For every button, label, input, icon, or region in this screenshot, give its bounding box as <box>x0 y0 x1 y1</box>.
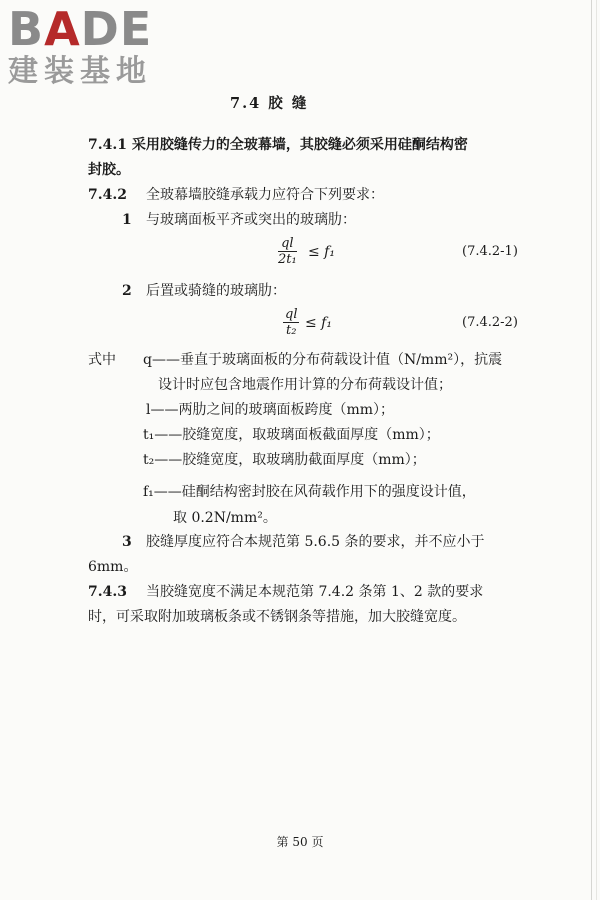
formula-1-fraction <box>278 236 297 267</box>
item-3-number: 3 <box>122 534 132 550</box>
watermark-logo <box>8 2 178 98</box>
page-edge <box>596 0 597 900</box>
formula-1-relation: ≤ f₁ <box>308 244 335 260</box>
item-1-text: 与玻璃面板平齐或突出的玻璃肋： <box>146 212 356 228</box>
page-edge <box>591 0 592 900</box>
formula-2-numerator: ql <box>285 307 298 322</box>
definition-l: l——两肋之间的玻璃面板跨度（mm）； <box>146 402 395 418</box>
formula-2-fraction <box>283 307 299 338</box>
formula-1-label: (7.4.2-1) <box>462 244 518 259</box>
where-label: 式中 <box>88 352 116 368</box>
clause-7-4-2-text: 全玻幕墙胶缝承载力应符合下列要求： <box>146 187 384 203</box>
definition-q-line1: q——垂直于玻璃面板的分布荷载设计值（N/mm²），抗震 <box>143 352 503 368</box>
clause-7-4-3-number: 7.4.3 <box>88 584 127 600</box>
logo-wordmark: BADE <box>8 2 153 56</box>
item-1-number: 1 <box>122 212 132 228</box>
section-title: 7.4 胶 缝 <box>230 95 309 112</box>
formula-2-denominator: t₂ <box>286 323 297 338</box>
definition-f1-line1: f₁——硅酮结构密封胶在风荷载作用下的强度设计值， <box>143 484 476 500</box>
definition-q-line2: 设计时应包含地震作用计算的分布荷载设计值； <box>158 377 452 393</box>
clause-7-4-1-line1: 7.4.1 采用胶缝传力的全玻幕墙，其胶缝必须采用硅酮结构密 <box>88 137 468 153</box>
formula-1-denominator: 2t₁ <box>278 252 297 267</box>
clause-7-4-2-number: 7.4.2 <box>88 187 127 203</box>
item-3-text-cont: 6mm。 <box>88 559 138 575</box>
formula-1-numerator: ql <box>278 236 297 252</box>
page-number: 第 50 页 <box>276 835 324 849</box>
item-2-text: 后置或骑缝的玻璃肋： <box>146 283 286 299</box>
item-2-number: 2 <box>122 283 132 299</box>
clause-7-4-3-text: 当胶缝宽度不满足本规范第 7.4.2 条第 1、2 款的要求 <box>146 584 484 600</box>
clause-7-4-3-text-cont: 时，可采取附加玻璃板条或不锈钢条等措施，加大胶缝宽度。 <box>88 609 466 625</box>
logo-subtitle: 建装基地 <box>8 54 152 89</box>
formula-2-label: (7.4.2-2) <box>462 315 518 330</box>
definition-t2: t₂——胶缝宽度，取玻璃肋截面厚度（mm）； <box>143 452 426 468</box>
clause-7-4-1-line2: 封胶。 <box>88 162 130 178</box>
definition-t1: t₁——胶缝宽度，取玻璃面板截面厚度（mm）； <box>143 427 440 443</box>
formula-2-relation: ≤ f₁ <box>305 315 332 331</box>
definition-f1-line2: 取 0.2N/mm²。 <box>173 510 277 526</box>
item-3-text: 胶缝厚度应符合本规范第 5.6.5 条的要求，并不应小于 <box>146 534 485 550</box>
